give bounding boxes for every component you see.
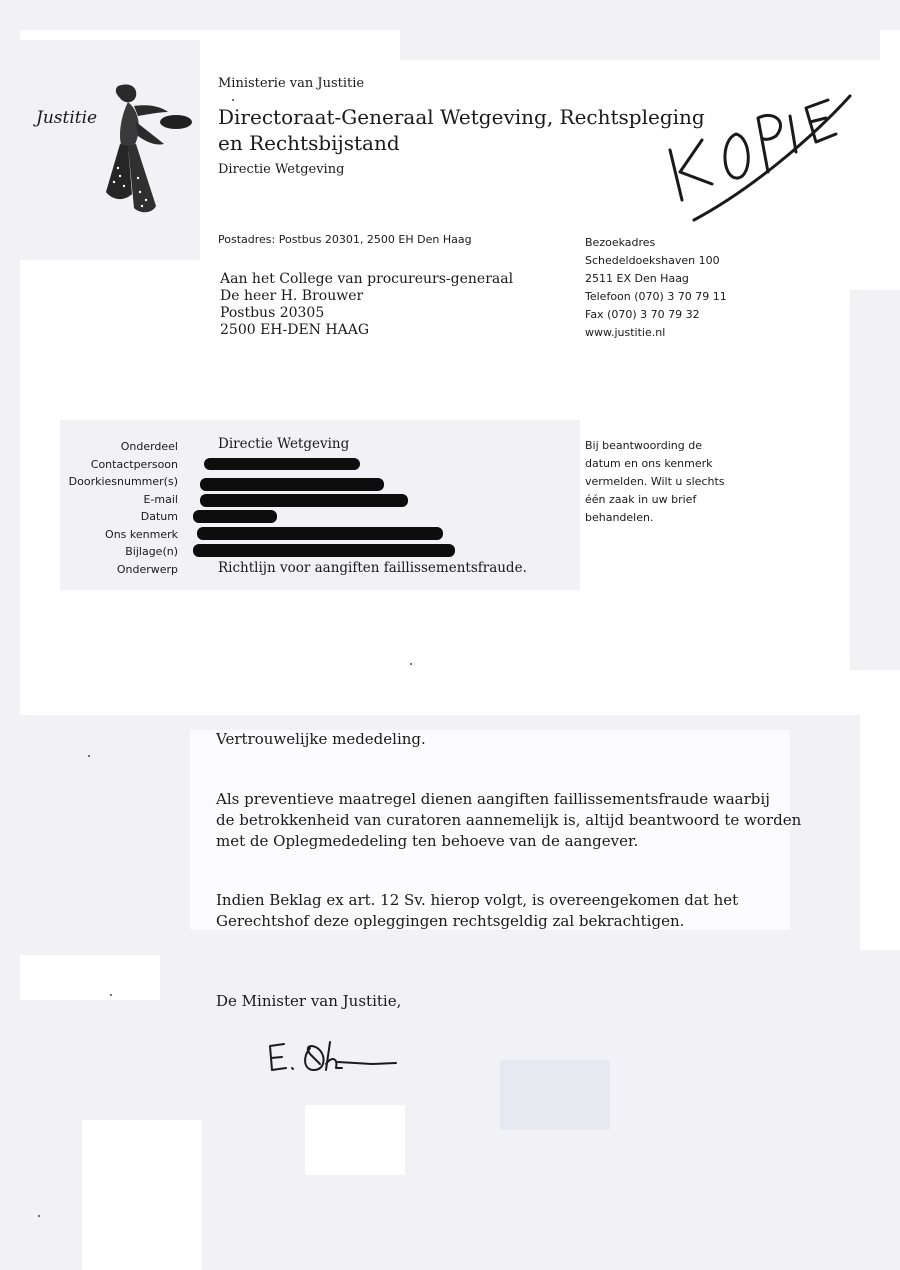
redaction-bar (200, 494, 408, 507)
body-line: Als preventieve maatregel dienen aangiften faillissementsfraude waarbij (216, 790, 770, 808)
reply-note-line: behandelen. (585, 511, 654, 524)
website-link[interactable]: www.justitie.nl (585, 326, 666, 339)
redaction-bar (204, 458, 360, 470)
scan-tint (500, 1060, 610, 1130)
postal-address: Postadres: Postbus 20301, 2500 EH Den Haag (218, 233, 472, 246)
visiting-address-line: 2511 EX Den Haag (585, 272, 689, 285)
scan-speck (410, 663, 412, 665)
visiting-address-line: Schedeldoekshaven 100 (585, 254, 720, 267)
body-paragraph (216, 789, 816, 852)
meta-label: Datum (140, 510, 178, 523)
body-line: Vertrouwelijke mededeling. (216, 730, 426, 748)
scan-tint (720, 428, 838, 464)
recipient-line: 2500 EH-DEN HAAG (220, 322, 369, 338)
body-paragraph (216, 890, 816, 932)
meta-label: Contactpersoon (90, 457, 178, 471)
ministry-name: Ministerie van Justitie (218, 76, 365, 91)
meta-labels (40, 438, 178, 578)
meta-label: Onderwerp (116, 562, 178, 576)
logo-wordmark: Justitie (36, 108, 98, 128)
visiting-address-line: Bezoekadres (585, 236, 656, 249)
directorate-title: Directoraat-Generaal Wetgeving, Rechtspleging en Rechtsbijstand (218, 105, 705, 155)
scan-speck (110, 994, 112, 996)
redaction-bar (197, 527, 443, 540)
body-paragraph (216, 729, 816, 750)
body-line: met de Oplegmededeling ten behoeve van de aangever. (216, 832, 639, 850)
scan-speck (232, 99, 234, 101)
meta-onderdeel-value: Directie Wetgeving (218, 436, 350, 452)
reply-note-line: datum en ons kenmerk (585, 457, 713, 470)
scan-tint (850, 290, 900, 670)
reply-note-line: vermelden. Wilt u slechts (585, 475, 725, 488)
visiting-address-line: Telefoon (070) 3 70 79 11 (585, 290, 727, 303)
redaction-bar (193, 544, 455, 557)
kopie-stamp (640, 60, 870, 240)
redaction-bar (193, 510, 277, 523)
redaction-bar (200, 478, 384, 491)
recipient-line: Aan het College van procureurs-generaal (220, 271, 514, 287)
reply-note-line: Bij beantwoording de (585, 439, 702, 452)
visiting-address-line: Fax (070) 3 70 79 32 (585, 308, 700, 321)
scan-tint (400, 30, 880, 60)
body-line: Indien Beklag ex art. 12 Sv. hierop volgt, is overeengekomen dat het (216, 891, 739, 909)
scan-tint (305, 1105, 405, 1175)
meta-label: Ons kenmerk (105, 527, 178, 541)
recipient-line: De heer H. Brouwer (220, 288, 364, 304)
scan-speck (88, 755, 90, 757)
visiting-address (585, 234, 727, 342)
meta-onderwerp-value: Richtlijn voor aangiften faillissementsfraude. (218, 560, 527, 576)
scan-tint (82, 1120, 202, 1270)
body-line: de betrokkenheid van curatoren aannemelijk is, altijd beantwoord te worden (216, 811, 802, 829)
meta-label: Onderdeel (120, 440, 178, 453)
scan-speck (38, 1215, 40, 1217)
directie-name: Directie Wetgeving (218, 162, 345, 177)
meta-label: Bijlage(n) (125, 545, 178, 558)
reply-instructions (585, 437, 725, 527)
closing-line: De Minister van Justitie, (216, 992, 402, 1010)
meta-label: Doorkiesnummer(s) (68, 475, 178, 488)
body-line: Gerechtshof deze opleggingen rechtsgeldig zal bekrachtigen. (216, 912, 685, 930)
meta-label: E-mail (143, 492, 178, 506)
recipient-line: Postbus 20305 (220, 305, 325, 321)
justitia-logo-icon (98, 82, 194, 218)
reply-note-line: één zaak in uw brief (585, 493, 697, 506)
signature (262, 1034, 412, 1084)
recipient-address (220, 271, 513, 339)
scan-tint (0, 0, 900, 30)
